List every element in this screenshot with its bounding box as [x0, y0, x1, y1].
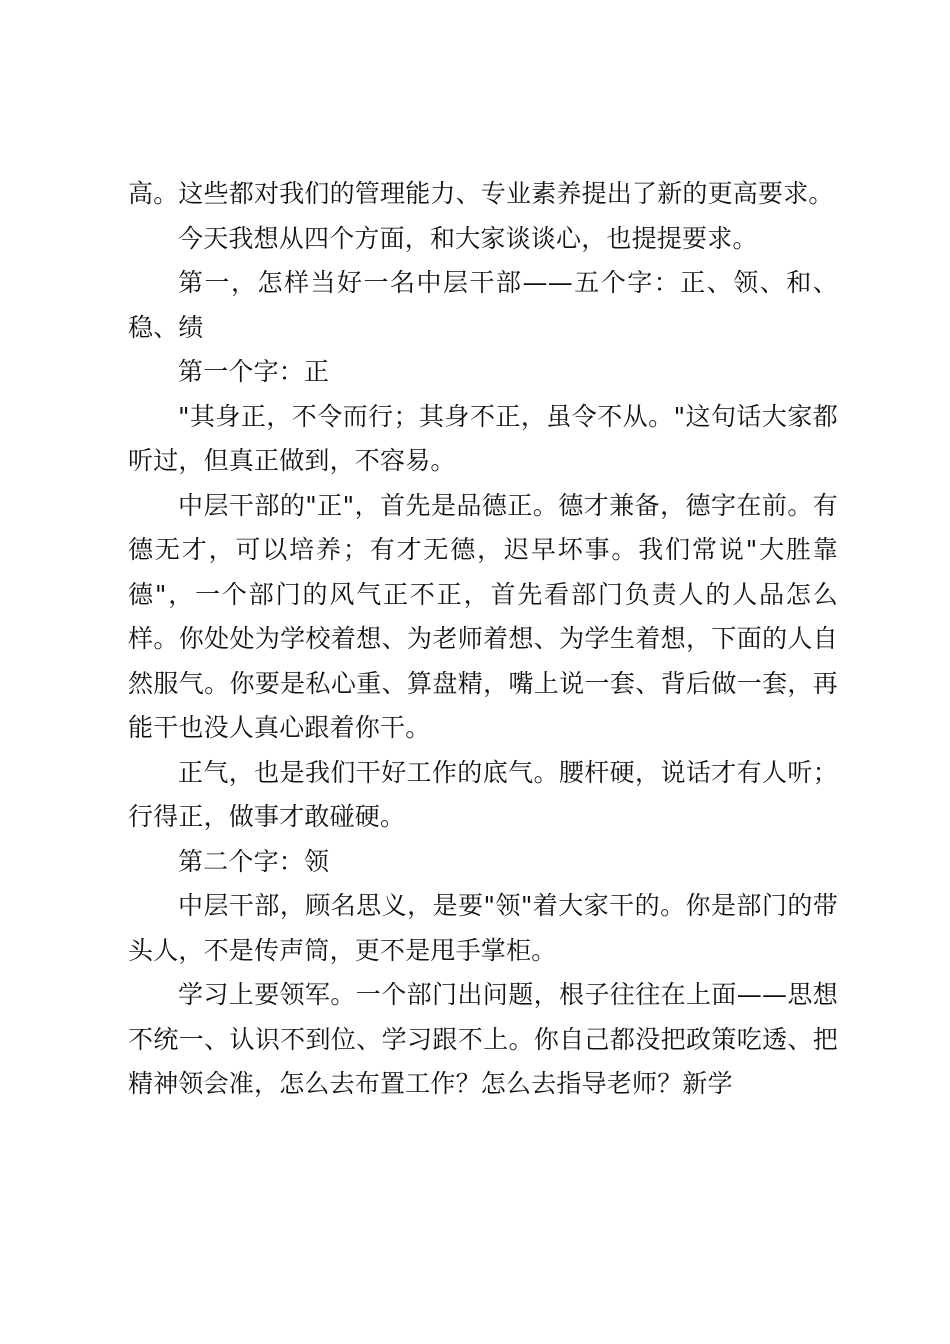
document-body [128, 172, 838, 1107]
paragraph-learning: 学习上要领军。一个部门出问题，根子往往在上面——思想不统一、认识不到位、学习跟不上。你自己都没把政策吃透、把精神领会准，怎么去布置工作？怎么去指导老师？新学 [128, 980, 838, 1098]
paragraph-character: 中层干部的"正"，首先是品德正。德才兼备，德字在前。有德无才，可以培养；有才无德，迟早坏事。我们常说"大胜靠德"，一个部门的风气正不正，首先看部门负责人的人品怎么样。你处处为学校着想、为老师着想、为学生着想，下面的人自然服气。你要是私心重、算盘精，嘴上说一套、背后做一套，再能干也没人真心跟着你干。 [128, 490, 838, 742]
paragraph-leadership: 中层干部，顾名思义，是要"领"着大家干的。你是部门的带头人，不是传声筒，更不是甩手掌柜。 [128, 891, 838, 965]
paragraph-intro: 今天我想从四个方面，和大家谈谈心，也提提要求。 [178, 223, 758, 253]
paragraph-subheading-zheng: 第一个字：正 [178, 357, 330, 386]
paragraph-section-heading: 第一，怎样当好一名中层干部——五个字：正、领、和、稳、绩 [128, 268, 838, 342]
paragraph-quote: "其身正，不令而行；其身不正，虽令不从。"这句话大家都听过，但真正做到，不容易。 [128, 401, 838, 475]
paragraph-integrity: 正气，也是我们干好工作的底气。腰杆硬，说话才有人听；行得正，做事才敢碰硬。 [128, 757, 838, 831]
paragraph-subheading-ling: 第二个字：领 [178, 846, 330, 876]
paragraph-continuation: 高。这些都对我们的管理能力、专业素养提出了新的更高要求。 [128, 179, 834, 208]
